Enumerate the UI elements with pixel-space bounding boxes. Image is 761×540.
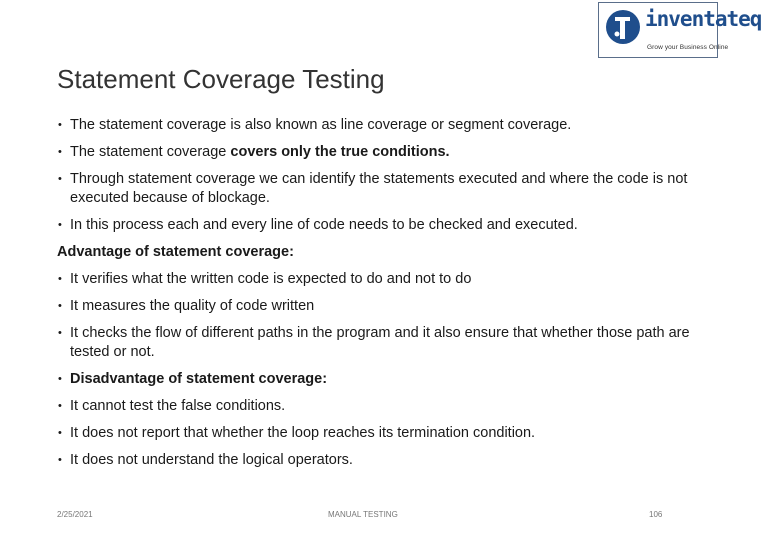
bullet-icon: • xyxy=(58,219,62,231)
list-item-text: It verifies what the written code is expected to do and not to do xyxy=(70,271,472,287)
bullet-icon: • xyxy=(58,427,62,439)
slide-title: Statement Coverage Testing xyxy=(57,64,385,94)
list-item-text: In this process each and every line of code needs to be checked and executed. xyxy=(70,217,578,233)
slide-content xyxy=(57,116,697,478)
bullet-icon: • xyxy=(58,300,62,312)
logo-wordmark: inventateq xyxy=(645,7,761,31)
list-item-bold-text: Disadvantage of statement coverage: xyxy=(70,371,328,387)
list-item-text: It does not report that whether the loop reaches its termination condition. xyxy=(70,425,536,441)
bullet-icon: • xyxy=(58,327,62,339)
list-item xyxy=(57,297,697,316)
bullet-icon: • xyxy=(58,400,62,412)
list-item xyxy=(57,270,697,289)
list-item xyxy=(57,424,697,443)
list-item xyxy=(57,451,697,470)
list-item xyxy=(57,397,697,416)
list-item-text: The statement coverage xyxy=(70,144,231,160)
bullet-icon: • xyxy=(58,173,62,185)
company-logo xyxy=(598,2,761,58)
logo-tagline: Grow your Business Online xyxy=(647,44,729,51)
list-item-text: It does not understand the logical operators. xyxy=(70,452,353,468)
bullet-icon: • xyxy=(58,119,62,131)
list-item xyxy=(57,143,697,162)
section-heading-text: Advantage of statement coverage: xyxy=(57,244,294,260)
list-item-text: Through statement coverage we can identify the statements executed and where the code is not executed because of blockage. xyxy=(70,171,688,206)
list-item xyxy=(57,170,697,208)
list-item-text: The statement coverage is also known as line coverage or segment coverage. xyxy=(70,117,572,133)
section-heading xyxy=(57,243,697,262)
footer-page-number: 106 xyxy=(649,510,663,519)
list-item-text: It measures the quality of code written xyxy=(70,298,315,314)
logo-emblem-icon xyxy=(599,3,645,57)
footer-title: MANUAL TESTING xyxy=(328,510,398,519)
list-item xyxy=(57,216,697,235)
bullet-icon: • xyxy=(58,454,62,466)
bullet-icon: • xyxy=(58,273,62,285)
list-item xyxy=(57,116,697,135)
bullet-icon: • xyxy=(58,373,62,385)
list-item-text: It checks the flow of different paths in the program and it also ensure that whether those path are tested or not. xyxy=(70,325,690,360)
bullet-icon: • xyxy=(58,146,62,158)
list-item-bold-text: covers only the true conditions. xyxy=(230,144,450,160)
list-item-text: It cannot test the false conditions. xyxy=(70,398,286,414)
list-item xyxy=(57,370,697,389)
list-item xyxy=(57,324,697,362)
footer-date: 2/25/2021 xyxy=(57,510,93,519)
